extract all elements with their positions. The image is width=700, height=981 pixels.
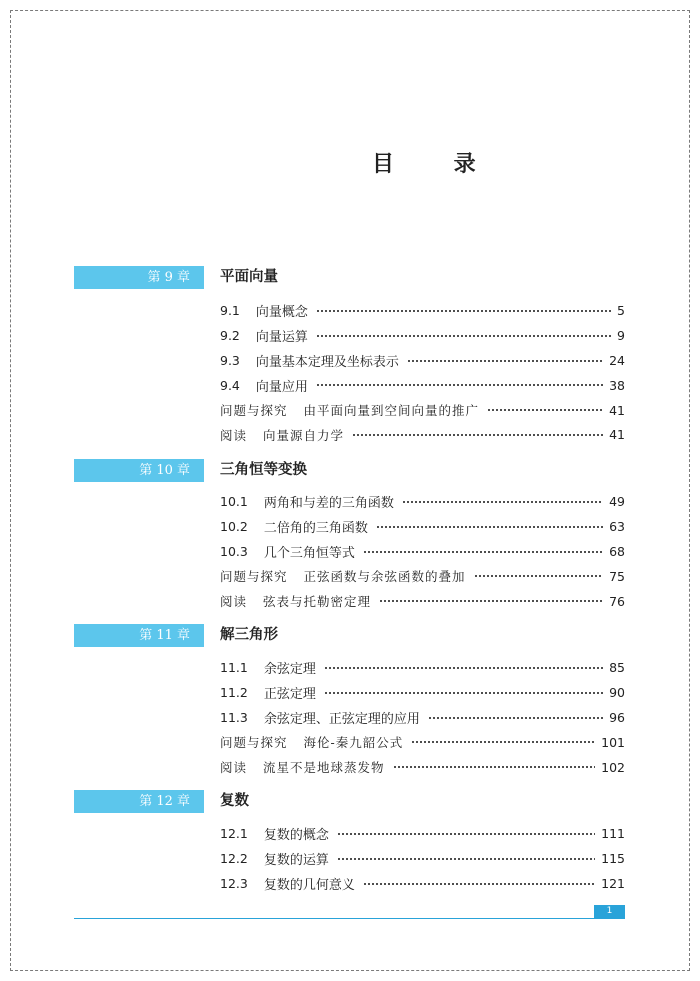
page-number: 115 — [601, 851, 625, 867]
page-number: 111 — [601, 826, 625, 842]
section-number: 11.2 — [220, 685, 248, 701]
toc-entry — [220, 705, 625, 730]
chapter-title: 解三角形 — [220, 627, 278, 643]
toc-entry — [220, 871, 625, 896]
dot-leader — [402, 500, 603, 504]
entry-type-label: 问题与探究 — [220, 403, 288, 419]
chapter-label: 第 12 章 — [74, 790, 204, 813]
dot-leader — [407, 359, 603, 363]
entry-type-label: 阅读 — [220, 427, 248, 443]
page-number: 102 — [601, 759, 625, 775]
section-title: 复数的几何意义 — [263, 878, 355, 894]
page-number: 76 — [609, 593, 625, 609]
section-number: 12.1 — [220, 826, 248, 842]
section-title: 向量源自力学 — [263, 427, 345, 443]
toc-entry — [220, 514, 625, 539]
chapter-header — [74, 790, 634, 813]
section-title: 流星不是地球蒸发物 — [263, 760, 385, 776]
entry-type-label: 阅读 — [220, 760, 248, 776]
toc-entry — [220, 656, 625, 681]
chapter-title: 三角恒等变换 — [220, 462, 307, 478]
dot-leader — [487, 408, 603, 412]
dot-leader — [363, 550, 603, 554]
toc-entry-reading — [220, 589, 625, 614]
page-number: 68 — [609, 544, 625, 560]
section-number: 10.3 — [220, 544, 248, 560]
section-number: 10.1 — [220, 494, 248, 510]
page-number: 90 — [609, 685, 625, 701]
footer-rule — [74, 918, 625, 919]
chapter-header — [74, 624, 634, 647]
dot-leader — [352, 433, 603, 437]
page-title: 目 录 — [372, 152, 502, 177]
toc-entry — [220, 846, 625, 871]
chapter-entries — [220, 490, 625, 614]
toc-entry — [220, 680, 625, 705]
entry-type-label: 阅读 — [220, 594, 248, 610]
chapter-entries — [220, 299, 625, 448]
dot-leader — [324, 691, 603, 695]
dot-leader — [324, 666, 603, 670]
toc-entry-exploration — [220, 564, 625, 589]
toc-entry-exploration — [220, 398, 625, 423]
page-number: 41 — [609, 427, 625, 443]
footer-page-number: 1 — [594, 905, 625, 918]
page-number: 75 — [609, 568, 625, 584]
section-title: 复数的运算 — [263, 853, 329, 869]
dot-leader — [363, 882, 595, 886]
page-number: 63 — [609, 519, 625, 535]
dot-leader — [316, 309, 611, 313]
dot-leader — [411, 740, 595, 744]
section-title: 两角和与差的三角函数 — [263, 496, 394, 512]
page-number: 5 — [617, 303, 625, 319]
section-title: 正弦函数与余弦函数的叠加 — [303, 569, 466, 585]
chapter-entries — [220, 656, 625, 780]
page-number: 38 — [609, 377, 625, 393]
section-number: 10.2 — [220, 519, 248, 535]
toc-entry — [220, 373, 625, 398]
dot-leader — [316, 383, 603, 387]
page-number: 24 — [609, 353, 625, 369]
section-title: 海伦-秦九韶公式 — [303, 735, 404, 751]
section-number: 9.2 — [220, 328, 240, 344]
toc-entry-reading — [220, 423, 625, 448]
entry-type-label: 问题与探究 — [220, 735, 288, 751]
chapter-entries — [220, 822, 625, 896]
section-title: 向量基本定理及坐标表示 — [255, 355, 399, 371]
section-number: 9.3 — [220, 353, 240, 369]
section-title: 余弦定理、正弦定理的应用 — [263, 712, 420, 728]
toc-entry — [220, 299, 625, 324]
section-title: 向量应用 — [255, 379, 308, 395]
dot-leader — [393, 765, 596, 769]
chapter-header — [74, 459, 634, 482]
chapter-header — [74, 266, 634, 289]
page-number: 96 — [609, 710, 625, 726]
section-number: 11.1 — [220, 660, 248, 676]
chapter-title: 复数 — [220, 793, 249, 809]
page-number: 121 — [601, 876, 625, 892]
page-number: 49 — [609, 494, 625, 510]
section-number: 9.1 — [220, 303, 240, 319]
toc-entry — [220, 348, 625, 373]
section-title: 弦表与托勒密定理 — [263, 594, 372, 610]
dot-leader — [337, 832, 595, 836]
toc-entry — [220, 323, 625, 348]
chapter-title: 平面向量 — [220, 269, 278, 285]
section-title: 二倍角的三角函数 — [263, 521, 368, 537]
section-number: 11.3 — [220, 710, 248, 726]
section-number: 12.3 — [220, 876, 248, 892]
page-number: 101 — [601, 734, 625, 750]
dot-leader — [379, 599, 603, 603]
entry-type-label: 问题与探究 — [220, 569, 288, 585]
section-title: 余弦定理 — [263, 662, 316, 678]
section-title: 向量运算 — [255, 330, 308, 346]
dot-leader — [428, 716, 603, 720]
section-title: 由平面向量到空间向量的推广 — [303, 403, 480, 419]
section-title: 几个三角恒等式 — [263, 546, 355, 562]
dot-leader — [376, 525, 603, 529]
section-number: 12.2 — [220, 851, 248, 867]
chapter-label: 第 10 章 — [74, 459, 204, 482]
dot-leader — [474, 574, 604, 578]
page-number: 41 — [609, 402, 625, 418]
page-number: 9 — [617, 328, 625, 344]
toc-entry — [220, 539, 625, 564]
section-title: 复数的概念 — [263, 828, 329, 844]
section-title: 正弦定理 — [263, 687, 316, 703]
chapter-label: 第 11 章 — [74, 624, 204, 647]
page-number: 85 — [609, 660, 625, 676]
toc-entry-exploration — [220, 730, 625, 755]
toc-entry — [220, 490, 625, 515]
toc-entry — [220, 822, 625, 847]
section-title: 向量概念 — [255, 305, 308, 321]
dot-leader — [337, 857, 595, 861]
chapter-label: 第 9 章 — [74, 266, 204, 289]
toc-entry-reading — [220, 755, 625, 780]
dot-leader — [316, 334, 611, 338]
section-number: 9.4 — [220, 377, 240, 393]
